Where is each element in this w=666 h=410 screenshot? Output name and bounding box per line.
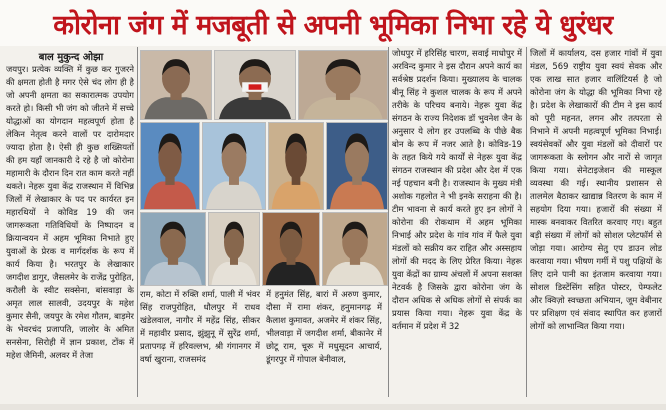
- photo-3-image: [299, 51, 387, 119]
- article-paragraph: जयपुर। प्रत्येक व्यक्ति में कुछ कर गुजरने की क्षमता होती है मगर ऐसे चंद लोग ही है जो अपनी क्षमता का सकारात्मक उपयोग करते हो। किसी भी जंग को जीतने में सच्चे योद्धाओं का योगदान महत्वपूर्ण होता है लेकिन नेतृत्व करने वालों पर दारोमदार ज्यादा होता है। ऐसी ही कुछ शख्सियतों की हम यहाँ जानकारी दे रहे है जो कोरोना महामारी के दौरान दिन रात काम करते नहीं थकते। नेहरू युवा केंद्र राजस्थान में विभिन्न जिलों में लेखाकार के पद पर कार्यरत इन महारथियों ने कोविड 19 की जन जागरूकता गतिविधियों के निष्पादन व क्रियान्वयन में अहम भूमिका निभाते हुए युवाओं के प्रेरक व मार्गदर्शक के रूप में कार्य किया है। भरतपुर के लेखाकार जगदीश डागुर, जैसलमेर के राजेंद्र पुरोहित, करौली के स्वीट सक्सेना, बांसवाड़ा के अमृत लाल सालवी, उदयपुर के महेश कुमार सैनी, जयपुर के रमेश गौतम, बाड़मेर के भेवरचंद प्रजापति, जालोर के अमित सनसेना, सिरोही में ज्ञान प्रकाश, टोंक में महेश जैमिनी, अलवर में तेजा: [6, 64, 134, 360]
- headline: कोरोना जंग में मजबूती से अपनी भूमिका निभा रहे ये धुरंधर: [53, 9, 613, 41]
- headline-banner: [0, 0, 666, 46]
- photo-8-image: [141, 213, 205, 285]
- portrait-photo-3: [298, 50, 388, 120]
- photo-9-image: [209, 213, 259, 285]
- article-column-4: जोधपुर में हरिसिंह चारण, सवाई माधोपुर में अरविन्द कुमार ने इस दौरान अपने कार्य का सर्वश्रेष्ठ प्रदर्शन किया। मुख्यालय के चालक बीनू सिंह ने कुशल चालक के रूप में अपने तरीके के परिचय बनाये। नेहरू युवा केंद्र संगठन के राज्य निदेशक डॉ भुवनेश जैन के अनुसार ये लोग हर उपलब्धि के पीछे बैक बोन के रूप में नजर आते है। कोविड-19 के तहत किये गये कार्यों से नेहरू युवा केंद्र संगठन राजस्थान की प्रदेश और देश में एक नई पहचान बनी है। राजस्थान के मुख्य मंत्री अशोक गहलोत ने भी इनके सराहना की है। टीम भावना से कार्य करते हुए इन लोगों ने कोरोना की रोकथाम में अहम भूमिका निभाई और प्रदेश के गांव गांव में फैले युवा मंडलों को सक्रीय कर राहित और अस्सहाय लोगों की मदद के लिए प्रेरित किया। नेहरू युवा केंद्रों का ग्राम्य अंचलों में अपना सशक्त नेटवर्क है जिसके द्वारा कोरोना जंग के दौरान अधिक से अधिक लोगों से संपर्क का प्रयास किया गया। नेहरू युवा केंद्र के वर्तमान में प्रदेश में 32: [392, 48, 522, 331]
- portrait-photo-8: [140, 212, 206, 286]
- page-footer-strip: [0, 404, 666, 410]
- portrait-photo-5: [202, 122, 266, 210]
- column-divider: [137, 47, 138, 397]
- photo-5-image: [203, 123, 265, 209]
- portrait-photo-6: [268, 122, 324, 210]
- photo-4-image: [141, 123, 199, 209]
- column-divider: [388, 47, 389, 397]
- photo-11-image: [323, 213, 387, 285]
- article-column-5: जिलों में कार्यालय, दस हजार गांवों में युवा मंडल, 569 राष्ट्रीय युवा स्वयं सेवक और एक लाख सात हजार वालिंटियर्स है जो कोरोना जंग के योद्धा की भूमिका निभा रहे है। प्रदेश के लेखाकारों की टीम ने इस कार्य को पूरी महनत, लगन और तत्परता से निभाने में अपनी महत्वपूर्ण भूमिका निभाई। स्वयंसेवकों और युवा मंडलों को दीवारों पर जागरूकता के स्लोगन और नारों से जागृत किया गया। सेनेटाइजेशन की मास्कूल व्यवस्था की गई। स्थानीय प्रशासन से तालमेल बैठाकर खाद्यान्न वितरण के काम में सहयोग दिया गया। हजारों की संख्या में मास्क बनवाकर वितरित करवाए गए। बहुत बड़ी संख्या में लोगों को सोशल प्लेटफॉर्म से जोड़ा गया। आरोग्य सेतु एप डाउन लोड करवाया गया। भीषण गर्मी में पशु पक्षियों के लिए दाने पानी का इंतजाम करवाया गया। सोशल डिस्टेंसिंग सहित पोस्टर, पेम्फलेट और क्विज़ो स्वच्छता अभियान, जूम वेबीनार पर प्रशिक्षण एवं संवाद स्थापित कर हजारों लोगों को लाभान्वित किया गया।: [530, 48, 662, 331]
- article-column-3: में हनुमंत सिंह, बारां में अरुण कुमार, दौसा में रामा शंकर, हनुमानगढ़ में कैलाश कुमावत, अजमेर में शंकर सिंह, भीलवाड़ा में जगदीश शर्मा, बीकानेर में छोटू राम, चूरू में मधुसूदन आचार्य, डूंगरपुर में गोपाल बेनीवाल,: [266, 289, 382, 364]
- article-column-2: राम, कोटा में रुक्ति शर्मा, पाली में भंवर सिंह राजपुरोहित, धौलपुर में राधव खंडेलवाल, नागौर में महेंद्र सिंह, सीकर में महावीर प्रसाद, झुंझुनू में सुरेंद्र शर्मा, प्रतापगढ़ में हरिवल्लभ, श्री गंगानगर में वर्षा खुराना, राजसमंद: [140, 289, 260, 364]
- portrait-photo-1: [140, 50, 212, 120]
- photo-6-image: [269, 123, 323, 209]
- article-column-1: [6, 63, 134, 403]
- photo-10-image: [263, 213, 319, 285]
- byline: बाल मुकुन्द ओझा: [38, 52, 104, 63]
- photo-7-image: [327, 123, 387, 209]
- column-divider: [526, 47, 527, 397]
- portrait-photo-11: [322, 212, 388, 286]
- portrait-photo-2: [214, 50, 296, 120]
- photo-1-image: [141, 51, 211, 119]
- portrait-photo-7: [326, 122, 388, 210]
- photo-collage: [140, 50, 388, 286]
- photo-2-image: [215, 51, 295, 119]
- portrait-photo-10: [262, 212, 320, 286]
- portrait-photo-4: [140, 122, 200, 210]
- portrait-photo-9: [208, 212, 260, 286]
